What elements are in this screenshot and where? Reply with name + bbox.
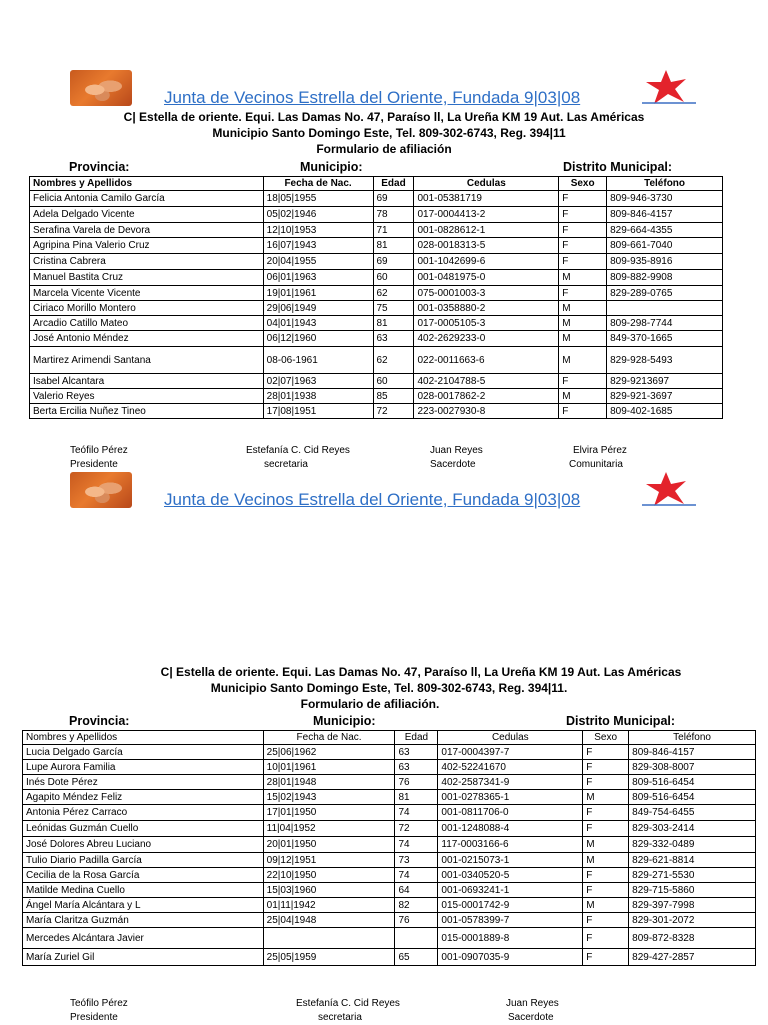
table-cell: 12|10|1953 [263,223,373,238]
table-row [30,331,723,347]
table-cell: 829-289-0765 [607,286,723,301]
table-cell: 81 [373,316,414,331]
table-cell: F [583,745,629,760]
table-cell: 829-664-4355 [607,223,723,238]
column-header: Nombres y Apellidos [30,177,264,191]
table-row [30,374,723,389]
table-cell: M [583,837,629,853]
table-cell: 075-0001003-3 [414,286,559,301]
table-cell: 01|11|1942 [263,898,395,913]
table-cell: F [559,374,607,389]
table-cell: 25|06|1962 [263,745,395,760]
table-row [23,821,756,837]
table-cell: F [559,191,607,207]
column-header: Cedulas [438,731,583,745]
column-header: Teléfono [629,731,756,745]
column-header: Edad [373,177,414,191]
distrito-label: Distrito Municipal: [566,714,676,728]
table-cell: 09|12|1951 [263,853,395,868]
table-cell: F [583,868,629,883]
table-cell: 022-0011663-6 [414,347,559,374]
table-cell: Serafina Varela de Devora [30,223,264,238]
table-cell: 001-0811706-0 [438,805,583,821]
star-logo [636,68,698,108]
table-cell: M [559,301,607,316]
table-cell: 64 [395,883,438,898]
table-cell: 28|01|1948 [263,775,395,790]
table-cell: 829-301-2072 [629,913,756,928]
table-cell: 015-0001742-9 [438,898,583,913]
table-cell: 001-0481975-0 [414,270,559,286]
table-cell: 71 [373,223,414,238]
table-cell: 10|01|1961 [263,760,395,775]
table-cell: F [559,254,607,270]
table-cell: 809-946-3730 [607,191,723,207]
table-cell: Leónidas Guzmán Cuello [23,821,264,837]
table-cell: 017-0005105-3 [414,316,559,331]
table-row [30,347,723,374]
table-cell: 28|01|1938 [263,389,373,404]
table-cell: 001-1042699-6 [414,254,559,270]
table-cell: 81 [373,238,414,254]
table-cell: Martirez Arimendi Santana [30,347,264,374]
table-cell: 809-935-8916 [607,254,723,270]
table-row [23,760,756,775]
table-cell: 809-402-1685 [607,404,723,419]
table-row [30,238,723,254]
table-cell: Matilde Medina Cuello [23,883,264,898]
distrito-label: Distrito Municipal: [563,160,673,174]
table-row [30,389,723,404]
table-cell: F [559,207,607,223]
table-row [23,805,756,821]
table-cell: F [583,775,629,790]
table-row [23,790,756,805]
provincia-label: Provincia: [69,160,130,174]
table-cell: 63 [395,745,438,760]
table-cell: 015-0001889-8 [438,928,583,949]
table-cell: 16|07|1943 [263,238,373,254]
table-cell: 809-872-8328 [629,928,756,949]
table-cell: 65 [395,949,438,966]
table-row [30,301,723,316]
table-cell: 001-05381719 [414,191,559,207]
table-cell: 223-0027930-8 [414,404,559,419]
municipio-label: Municipio: [313,714,376,728]
signature-block [70,444,128,472]
page-title-link[interactable]: Junta de Vecinos Estrella del Oriente, Fundada 9|03|08 [164,88,581,107]
table-cell: Cristina Cabrera [30,254,264,270]
table-cell: 829-715-5860 [629,883,756,898]
form-title: Formulario de afiliación [316,142,452,156]
table-cell: 402-2104788-5 [414,374,559,389]
table-cell: 001-0278365-1 [438,790,583,805]
table-cell: 117-0003166-6 [438,837,583,853]
table-row [30,254,723,270]
affiliation-table-2 [22,730,756,966]
table-cell: 001-0828612-1 [414,223,559,238]
table-cell: 829-427-2857 [629,949,756,966]
table-cell: 809-516-6454 [629,775,756,790]
table-cell: 74 [395,837,438,853]
table-cell: 08-06-1961 [263,347,373,374]
table-cell: 829-332-0489 [629,837,756,853]
table-cell: 001-0693241-1 [438,883,583,898]
table-cell: 028-0018313-5 [414,238,559,254]
table-cell: 78 [373,207,414,223]
signature-name: Estefanía C. Cid Reyes [246,445,350,456]
address-line-2: Municipio Santo Domingo Este, Tel. 809-302-6743, Reg. 394|11 [212,126,566,140]
table-cell: Ángel María Alcántara y L [23,898,264,913]
table-cell: F [559,286,607,301]
signature-block [70,997,128,1025]
table-row [23,928,756,949]
table-cell: 60 [373,270,414,286]
star-logo [636,470,698,510]
table-cell: F [583,760,629,775]
table-cell: 22|10|1950 [263,868,395,883]
table-cell: 017-0004413-2 [414,207,559,223]
table-cell: F [583,928,629,949]
table-cell: 809-298-7744 [607,316,723,331]
table-row [30,223,723,238]
signature-role: Comunitaria [569,459,623,470]
signature-name: Juan Reyes [430,445,483,456]
table-cell: 809-846-4157 [607,207,723,223]
table-cell: Berta Ercilia Nuñez Tineo [30,404,264,419]
table-row [30,316,723,331]
address-line-1: C| Estella de oriente. Equi. Las Damas No. 47, Paraíso ll, La Ureña KM 19 Aut. Las Américas [160,665,682,679]
table-row [23,745,756,760]
table-cell: 63 [373,331,414,347]
table-cell [263,928,395,949]
table-cell: 829-271-5530 [629,868,756,883]
form-title: Formulario de afiliación. [300,697,440,711]
table-cell: F [583,913,629,928]
table-cell: M [559,316,607,331]
column-header: Fecha de Nac. [263,177,373,191]
table-cell: 829-9213697 [607,374,723,389]
table-cell: José Dolores Abreu Luciano [23,837,264,853]
table-cell: 29|06|1949 [263,301,373,316]
table-row [23,898,756,913]
column-header: Sexo [559,177,607,191]
table-cell: 62 [373,286,414,301]
table-cell: Tulio Diario Padilla García [23,853,264,868]
table-cell: 829-303-2414 [629,821,756,837]
affiliation-table-1 [29,176,723,419]
table-cell: Manuel Bastita Cruz [30,270,264,286]
table-cell: 001-0215073-1 [438,853,583,868]
signature-block [569,444,627,472]
table-cell: F [583,883,629,898]
provincia-label: Provincia: [69,714,130,728]
table-cell: 18|05|1955 [263,191,373,207]
signature-block [296,997,400,1025]
municipio-label: Municipio: [300,160,363,174]
table-cell: Lucia Delgado García [23,745,264,760]
table-cell: 69 [373,254,414,270]
table-row [30,404,723,419]
table-cell [607,301,723,316]
table-cell: 25|05|1959 [263,949,395,966]
table-cell: 82 [395,898,438,913]
table-cell: 402-2587341-9 [438,775,583,790]
table-cell: 849-754-6455 [629,805,756,821]
table-cell: 06|01|1963 [263,270,373,286]
table-cell: Antonia Pérez Carraco [23,805,264,821]
table-cell: F [559,238,607,254]
table-cell: 001-0358880-2 [414,301,559,316]
table-cell: M [559,347,607,374]
table-cell: Agripina Pina Valerio Cruz [30,238,264,254]
table-cell: José Antonio Méndez [30,331,264,347]
table-row [23,837,756,853]
table-cell: 001-0907035-9 [438,949,583,966]
table-cell: F [583,805,629,821]
table-cell: 63 [395,760,438,775]
column-header: Fecha de Nac. [263,731,395,745]
table-cell: 60 [373,374,414,389]
table-cell: 15|02|1943 [263,790,395,805]
table-row [23,883,756,898]
table-row [23,913,756,928]
table-cell: María Claritza Guzmán [23,913,264,928]
table-row [30,191,723,207]
table-cell: 05|02|1946 [263,207,373,223]
table-cell: 72 [395,821,438,837]
table-cell: 74 [395,805,438,821]
table-cell: 001-1248088-4 [438,821,583,837]
table-cell: 75 [373,301,414,316]
table-cell: 849-370-1665 [607,331,723,347]
table-cell: 62 [373,347,414,374]
address-line-1: C| Estella de oriente. Equi. Las Damas No. 47, Paraíso ll, La Ureña KM 19 Aut. Las Américas [123,110,645,124]
column-header: Sexo [583,731,629,745]
signature-role: Presidente [70,459,118,470]
page-title-link[interactable]: Junta de Vecinos Estrella del Oriente, Fundada 9|03|08 [164,490,581,509]
signature-role: secretaria [318,1012,362,1023]
signature-name: Teófilo Pérez [70,998,128,1009]
table-cell: 809-882-9908 [607,270,723,286]
table-cell: 829-621-8814 [629,853,756,868]
signature-role: secretaria [264,459,308,470]
signature-role: Sacerdote [508,1012,554,1023]
table-cell: 829-921-3697 [607,389,723,404]
table-cell: M [559,389,607,404]
table-cell: Cecilia de la Rosa García [23,868,264,883]
table-cell: Ciriaco Morillo Montero [30,301,264,316]
address-line-2: Municipio Santo Domingo Este, Tel. 809-302-6743, Reg. 394|11. [210,681,568,695]
table-cell: 829-397-7998 [629,898,756,913]
table-row [23,949,756,966]
table-cell: 25|04|1948 [263,913,395,928]
column-header: Edad [395,731,438,745]
table-cell: Mercedes Alcántara Javier [23,928,264,949]
table-cell: Lupe Aurora Familia [23,760,264,775]
table-cell: 809-846-4157 [629,745,756,760]
table-cell: M [583,853,629,868]
table-row [30,286,723,301]
table-cell: 809-661-7040 [607,238,723,254]
table-cell: F [559,223,607,238]
table-row [23,868,756,883]
hands-logo [70,472,132,508]
table-cell: F [559,404,607,419]
table-cell: M [559,270,607,286]
table-cell: 17|08|1951 [263,404,373,419]
table-cell: Arcadio Catillo Mateo [30,316,264,331]
table-cell: 76 [395,775,438,790]
signature-name: Juan Reyes [506,998,559,1009]
table-cell: 11|04|1952 [263,821,395,837]
table-cell: 017-0004397-7 [438,745,583,760]
hands-logo [70,70,132,106]
table-cell: 81 [395,790,438,805]
table-cell: 69 [373,191,414,207]
table-cell: 72 [373,404,414,419]
table-cell: 028-0017862-2 [414,389,559,404]
table-cell: María Zuriel Gil [23,949,264,966]
signature-name: Teófilo Pérez [70,445,128,456]
table-cell: 809-516-6454 [629,790,756,805]
column-header: Teléfono [607,177,723,191]
table-cell: 402-52241670 [438,760,583,775]
table-cell: M [583,790,629,805]
table-cell: 001-0578399-7 [438,913,583,928]
table-cell: 06|12|1960 [263,331,373,347]
table-row [30,270,723,286]
signature-name: Estefanía C. Cid Reyes [296,998,400,1009]
table-cell: 15|03|1960 [263,883,395,898]
table-cell: 20|04|1955 [263,254,373,270]
signature-role: Presidente [70,1012,118,1023]
table-cell: Isabel Alcantara [30,374,264,389]
table-cell: M [583,898,629,913]
table-cell: 829-308-8007 [629,760,756,775]
table-cell: 829-928-5493 [607,347,723,374]
table-cell: 04|01|1943 [263,316,373,331]
table-cell: 001-0340520-5 [438,868,583,883]
table-cell: Marcela Vicente Vicente [30,286,264,301]
table-cell: 19|01|1961 [263,286,373,301]
table-row [30,207,723,223]
table-cell: Felicia Antonia Camilo García [30,191,264,207]
table-cell: 76 [395,913,438,928]
table-cell: Inés Dote Pérez [23,775,264,790]
table-cell: 85 [373,389,414,404]
table-cell: Agapito Méndez Feliz [23,790,264,805]
table-row [23,775,756,790]
table-row [23,853,756,868]
column-header: Cedulas [414,177,559,191]
signature-block [506,997,559,1025]
table-cell: F [583,821,629,837]
table-cell: 20|01|1950 [263,837,395,853]
signature-block [246,444,350,472]
table-cell: M [559,331,607,347]
table-cell: 17|01|1950 [263,805,395,821]
column-header: Nombres y Apellidos [23,731,264,745]
table-cell: 402-2629233-0 [414,331,559,347]
table-cell: Valerio Reyes [30,389,264,404]
table-cell: 73 [395,853,438,868]
table-cell: Adela Delgado Vicente [30,207,264,223]
signature-block [430,444,483,472]
table-cell: 02|07|1963 [263,374,373,389]
signature-role: Sacerdote [430,459,476,470]
table-cell: 74 [395,868,438,883]
table-cell [395,928,438,949]
signature-name: Elvira Pérez [573,445,627,456]
table-cell: F [583,949,629,966]
